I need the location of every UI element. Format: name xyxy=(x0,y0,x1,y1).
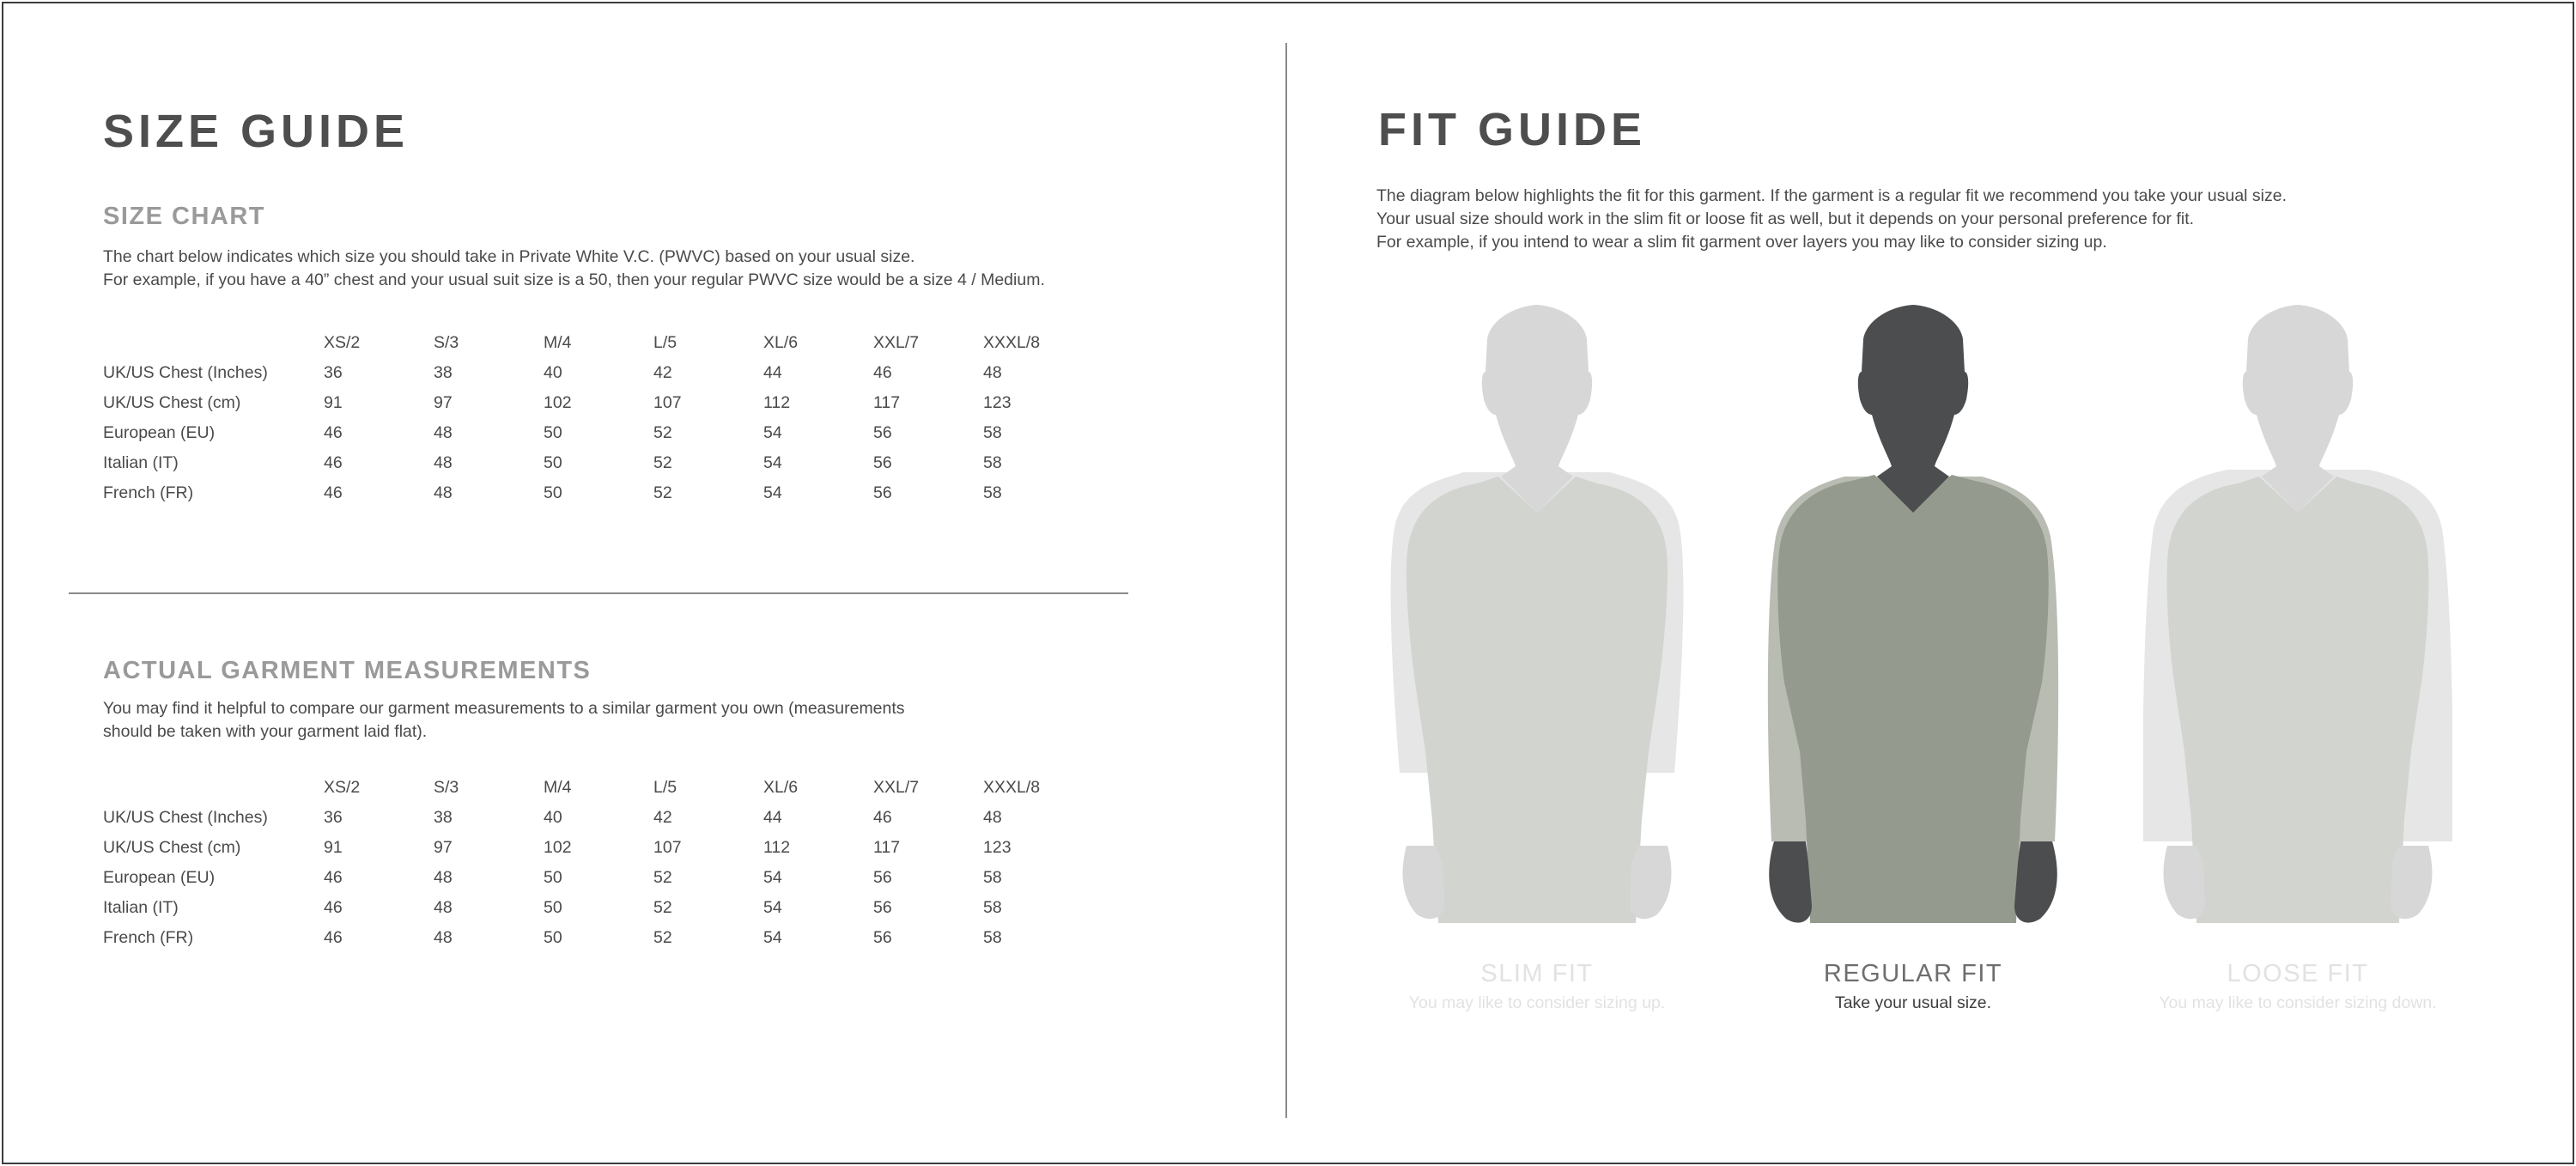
table-cell: 102 xyxy=(544,393,572,412)
size-chart-description-line: The chart below indicates which size you should take in Private White V.C. (PWVC) based on your usual size. xyxy=(103,247,915,266)
table-cell: 52 xyxy=(653,868,672,887)
table-cell: 91 xyxy=(324,393,343,412)
table-cell: 52 xyxy=(653,898,672,917)
fit-guide-description-line: The diagram below highlights the fit for this garment. If the garment is a regular fit we recommend you take your usual size. xyxy=(1376,186,2287,205)
table-cell: 52 xyxy=(653,928,672,947)
row-label: UK/US Chest (cm) xyxy=(103,838,241,857)
loose-fit-title: LOOSE FIT xyxy=(2227,960,2369,987)
table-row xyxy=(103,863,1093,893)
row-label: European (EU) xyxy=(103,868,216,887)
table-cell: 48 xyxy=(983,808,1002,827)
row-label: UK/US Chest (Inches) xyxy=(103,363,268,382)
column-header: L/5 xyxy=(653,333,677,352)
table-cell: 48 xyxy=(434,453,453,472)
table-cell: 91 xyxy=(324,838,343,857)
column-header: XS/2 xyxy=(324,778,361,797)
table-cell: 56 xyxy=(873,898,892,917)
table-cell: 42 xyxy=(653,808,672,827)
row-label: Italian (IT) xyxy=(103,898,179,917)
table-cell: 48 xyxy=(434,898,453,917)
table-cell: 48 xyxy=(434,483,453,502)
horizontal-divider xyxy=(69,592,1128,594)
column-header: XS/2 xyxy=(324,333,361,352)
table-cell: 38 xyxy=(434,808,453,827)
table-cell: 38 xyxy=(434,363,453,382)
row-label: French (FR) xyxy=(103,483,194,502)
table-cell: 56 xyxy=(873,453,892,472)
loose-fit-left-hand xyxy=(2164,846,2205,919)
column-header: M/4 xyxy=(544,333,572,352)
slim-fit-subtitle: You may like to consider sizing up. xyxy=(1408,993,1666,1012)
size-chart-heading: SIZE CHART xyxy=(103,203,265,230)
table-row xyxy=(103,448,1093,478)
table-corner xyxy=(103,773,324,803)
table-cell: 56 xyxy=(873,423,892,442)
table-cell: 50 xyxy=(544,423,562,442)
table-cell: 46 xyxy=(873,808,892,827)
table-cell: 54 xyxy=(763,898,782,917)
measurements-description xyxy=(103,697,905,744)
table-cell: 50 xyxy=(544,868,562,887)
row-label: UK/US Chest (cm) xyxy=(103,393,241,412)
table-cell: 117 xyxy=(873,393,901,412)
table-row xyxy=(103,418,1093,448)
regular-fit-right-hand xyxy=(2014,841,2057,923)
table-row xyxy=(103,388,1093,418)
table-cell: 36 xyxy=(324,808,343,827)
table-cell: 50 xyxy=(544,483,562,502)
slim-fit-garment xyxy=(1406,477,1668,923)
table-cell: 52 xyxy=(653,483,672,502)
column-header: S/3 xyxy=(434,333,459,352)
slim-fit-figure xyxy=(1382,305,1692,927)
column-header: M/4 xyxy=(544,778,572,797)
regular-fit-figure xyxy=(1759,305,2068,927)
table-cell: 123 xyxy=(983,393,1012,412)
fit-guide-description-line: Your usual size should work in the slim fit or loose fit as well, but it depends on your personal preference for fit. xyxy=(1376,210,2195,228)
size-chart-table xyxy=(103,328,1093,508)
table-header-row xyxy=(103,328,1093,358)
loose-fit-garment xyxy=(2167,477,2429,923)
table-cell: 123 xyxy=(983,838,1012,857)
table-cell: 107 xyxy=(653,838,682,857)
loose-fit-figure xyxy=(2143,305,2452,927)
column-header: L/5 xyxy=(653,778,677,797)
row-label: Italian (IT) xyxy=(103,453,179,472)
measurements-heading: ACTUAL GARMENT MEASUREMENTS xyxy=(103,657,592,684)
slim-fit-left-hand xyxy=(1403,846,1444,919)
table-row xyxy=(103,833,1093,863)
column-header: XL/6 xyxy=(763,778,799,797)
table-cell: 56 xyxy=(873,483,892,502)
loose-fit-subtitle: You may like to consider sizing down. xyxy=(2159,993,2437,1012)
table-cell: 97 xyxy=(434,393,453,412)
row-label: UK/US Chest (Inches) xyxy=(103,808,268,827)
table-cell: 42 xyxy=(653,363,672,382)
table-cell: 54 xyxy=(763,868,782,887)
regular-fit-subtitle: Take your usual size. xyxy=(1834,993,1992,1012)
row-label: European (EU) xyxy=(103,423,216,442)
table-cell: 50 xyxy=(544,453,562,472)
size-guide-title: SIZE GUIDE xyxy=(103,106,410,157)
table-cell: 46 xyxy=(324,423,343,442)
vertical-divider xyxy=(1285,43,1287,1118)
table-cell: 112 xyxy=(763,393,791,412)
measurements-description-line: You may find it helpful to compare our garment measurements to a similar garment you own (measurements xyxy=(103,699,905,718)
table-cell: 58 xyxy=(983,453,1002,472)
table-row xyxy=(103,923,1093,953)
table-cell: 40 xyxy=(544,363,562,382)
regular-fit-left-hand xyxy=(1769,841,1812,923)
table-cell: 52 xyxy=(653,423,672,442)
table-cell: 40 xyxy=(544,808,562,827)
table-cell: 48 xyxy=(434,423,453,442)
row-label: French (FR) xyxy=(103,928,194,947)
table-cell: 46 xyxy=(324,868,343,887)
table-row xyxy=(103,893,1093,923)
table-cell: 58 xyxy=(983,868,1002,887)
table-cell: 50 xyxy=(544,898,562,917)
table-cell: 54 xyxy=(763,453,782,472)
table-cell: 56 xyxy=(873,928,892,947)
column-header: XXXL/8 xyxy=(983,333,1041,352)
fit-guide-description xyxy=(1376,185,2287,254)
table-cell: 46 xyxy=(324,453,343,472)
slim-fit-title: SLIM FIT xyxy=(1480,960,1594,987)
table-cell: 58 xyxy=(983,483,1002,502)
regular-fit-title: REGULAR FIT xyxy=(1823,960,2003,987)
table-row xyxy=(103,478,1093,508)
table-cell: 97 xyxy=(434,838,453,857)
fit-guide-title: FIT GUIDE xyxy=(1378,104,1646,155)
table-header-row xyxy=(103,773,1093,803)
table-cell: 44 xyxy=(763,363,782,382)
table-cell: 54 xyxy=(763,928,782,947)
table-cell: 48 xyxy=(434,928,453,947)
column-header: XXL/7 xyxy=(873,333,920,352)
table-cell: 46 xyxy=(873,363,892,382)
table-cell: 46 xyxy=(324,928,343,947)
table-cell: 58 xyxy=(983,423,1002,442)
column-header: XXL/7 xyxy=(873,778,920,797)
table-cell: 58 xyxy=(983,898,1002,917)
size-chart-description-line: For example, if you have a 40” chest and your usual suit size is a 50, then your regular PWVC size would be a size 4 / Medium. xyxy=(103,270,1045,289)
measurements-table xyxy=(103,773,1093,953)
table-cell: 56 xyxy=(873,868,892,887)
table-cell: 46 xyxy=(324,483,343,502)
size-chart-description xyxy=(103,246,1045,292)
table-row xyxy=(103,358,1093,388)
table-cell: 107 xyxy=(653,393,682,412)
table-cell: 44 xyxy=(763,808,782,827)
table-cell: 48 xyxy=(434,868,453,887)
table-cell: 50 xyxy=(544,928,562,947)
table-cell: 117 xyxy=(873,838,901,857)
regular-fit-garment xyxy=(1777,475,2048,923)
column-header: XXXL/8 xyxy=(983,778,1041,797)
table-cell: 46 xyxy=(324,898,343,917)
table-cell: 52 xyxy=(653,453,672,472)
table-cell: 58 xyxy=(983,928,1002,947)
column-header: XL/6 xyxy=(763,333,799,352)
table-row xyxy=(103,803,1093,833)
fit-guide-description-line: For example, if you intend to wear a slim fit garment over layers you may like to consider sizing up. xyxy=(1376,233,2107,252)
table-cell: 54 xyxy=(763,483,782,502)
measurements-description-line: should be taken with your garment laid flat). xyxy=(103,722,428,741)
table-cell: 36 xyxy=(324,363,343,382)
slim-fit-right-hand xyxy=(1630,846,1671,919)
loose-fit-right-hand xyxy=(2391,846,2432,919)
table-cell: 102 xyxy=(544,838,572,857)
table-corner xyxy=(103,328,324,358)
table-cell: 54 xyxy=(763,423,782,442)
table-cell: 112 xyxy=(763,838,791,857)
table-cell: 48 xyxy=(983,363,1002,382)
column-header: S/3 xyxy=(434,778,459,797)
